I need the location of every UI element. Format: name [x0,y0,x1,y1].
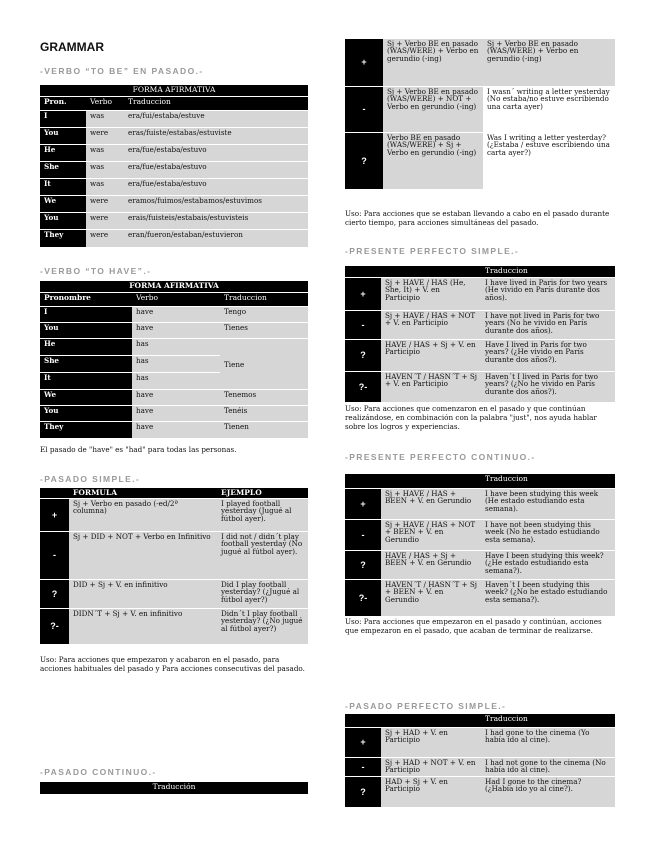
formula: HAVE / HAS + Sj + BEEN + V. en Gerundio [381,551,481,580]
formula: Sj + HAVE / HAS + BEEN + V. en Gerundio [381,489,481,520]
formula: DID + Sj + V. en infinitivo [69,580,217,609]
table-row [345,551,615,580]
table-row [40,162,308,179]
table-row [40,307,308,323]
verb: have [132,307,220,323]
verb-to-be-table [40,84,308,247]
table-row [40,390,308,406]
formula: Sj + Verbo BE en pasado (WAS/WERE) + NOT + Verbo en gerundio (-ing) [383,87,483,133]
section-heading-past-simple: -PASADO SIMPLE.- [40,474,141,484]
pronoun: I [40,111,86,128]
example: Sj + Verbo BE en pasado (WAS/WERE) + Verbo en gerundio (-ing) [483,39,615,87]
formula: Sj + HAD + V. en Participio [381,728,481,758]
table-row [40,196,308,213]
pronoun: You [40,213,86,230]
translation: era/fue/estaba/estuvo [124,162,308,179]
example: Haven´t I been studying this week? (¿No he estado estudiando esta semana?). [481,580,615,616]
section-heading-past-continuous: -PASADO CONTINUO.- [40,767,157,777]
table-row [40,128,308,145]
sign: ? [345,551,381,580]
verb: was [86,111,124,128]
table-banner: FORMA AFIRMATIVA [40,85,308,97]
verb: were [86,213,124,230]
table-row [345,133,615,189]
sign: ? [40,580,69,609]
example: I wasn´ writing a letter yesterday (No estaba/no estuve escribiendo una carta ayer) [483,87,615,133]
table-row [40,532,308,580]
verb: has [132,356,220,373]
table-row [345,372,615,402]
table-row [40,111,308,128]
table-row [345,777,615,807]
table-row [345,340,615,372]
example: I have not lived in Paris for two years (No he vivido en París durante dos años). [481,311,615,340]
sign: + [345,489,381,520]
translation: eran/fueron/estaban/estuvieron [124,230,308,247]
pronoun: She [40,356,132,373]
translation: era/fui/estaba/estuve [124,111,308,128]
present-perfect-continuous-usage-note: Uso: Para acciones que empezaron en el pasado y continúan, acciones que empezaron en el pasado, que acaban de terminar de realizarse. [345,617,602,635]
formula: Sj + Verbo BE en pasado (WAS/WERE) + Verbo en gerundio (-ing) [383,39,483,87]
translation: era/fue/estaba/estuvo [124,179,308,196]
verb-to-have-table [40,280,308,438]
sign: - [345,87,383,133]
past-perfect-table [345,713,615,807]
pronoun: They [40,422,132,438]
example: I played football yesterday (Jugué al fútbol ayer). [217,499,308,532]
sign: - [345,758,381,777]
sign: ? [345,777,381,807]
verb: has [132,373,220,390]
example: I had not gone to the cinema (No había ido al cine). [481,758,615,777]
sign: + [40,499,69,532]
section-heading-verb-to-be: -VERBO “TO BE” EN PASADO.- [40,66,204,76]
sign: + [345,39,383,87]
header-ejemplo: EJEMPLO [217,488,308,499]
section-heading-past-perfect: -PASADO PERFECTO SIMPLE.- [345,701,507,711]
verb: have [132,323,220,339]
example: Did I play football yesterday? (¿Jugué al fútbol ayer?) [217,580,308,609]
formula: HAD + Sj + V. en Participio [381,777,481,807]
verb: were [86,128,124,145]
table-row [345,311,615,340]
header-traduccion: Traducción [40,782,308,794]
table-row [345,39,615,87]
pronoun: You [40,128,86,145]
past-continuous-table [345,38,615,189]
table-row [40,580,308,609]
translation: Tienes [220,323,308,339]
present-perfect-usage-note: Uso: Para acciones que comenzaron en el pasado y que continúan realizándose, en combinación con la palabra "just", nos ayuda hablar sobre los logros y experiencias. [345,404,597,431]
verb: have [132,390,220,406]
formula: HAVE / HAS + Sj + V. en Participio [381,340,481,372]
pronoun: You [40,323,132,339]
example: Have I lived in Paris for two years? (¿He vivido en París durante dos años?). [481,340,615,372]
sign: - [345,311,381,340]
header-formula: FORMULA [69,488,217,499]
example: Have I been studying this week? (¿He estado estudiando esta semana?). [481,551,615,580]
header-blank [40,488,69,499]
translation: Tengo [220,307,308,323]
pronoun: You [40,406,132,422]
sign: + [345,728,381,758]
formula: Sj + Verbo en pasado (-ed/2ª columna) [69,499,217,532]
formula: Sj + HAVE / HAS (He, She, It) + V. en Participio [381,278,481,311]
example: Didn´t I play football yesterday? (¿No jugué al fútbol ayer?) [217,609,308,644]
table-row [345,580,615,616]
translation: Tenéis [220,406,308,422]
verb: was [86,145,124,162]
have-note: El pasado de "have" es "had" para todas las personas. [40,445,237,454]
header-traduccion: Traduccion [481,714,615,728]
pronoun: We [40,196,86,213]
verb: have [132,406,220,422]
translation: erais/fuisteis/estabais/estuvisteis [124,213,308,230]
table-row [40,406,308,422]
pronoun: He [40,145,86,162]
sign: ? [345,340,381,372]
formula: Sj + DID + NOT + Verbo en Infinitivo [69,532,217,580]
past-continuous-header-table [40,781,308,794]
table-row [40,213,308,230]
formula: HAVEN´T / HASN´T + Sj + V. en Participio [381,372,481,402]
formula: Sj + HAVE / HAS + NOT + BEEN + V. en Gerundio [381,520,481,551]
header-verbo: Verbo [132,293,220,307]
sign: ?- [40,609,69,644]
pronoun: He [40,339,132,356]
sign: ? [345,133,383,189]
table-banner: FORMA AFIRMATIVA [40,281,308,293]
translation: Tenemos [220,390,308,406]
section-heading-present-perfect-continuous: -PRESENTE PERFECTO CONTINUO.- [345,452,536,462]
example: I had gone to the cinema (Yo había ido al cine). [481,728,615,758]
section-heading-present-perfect: -PRESENTE PERFECTO SIMPLE.- [345,246,520,256]
sign: + [345,278,381,311]
present-perfect-continuous-table [345,473,615,616]
example: I have been studying this week (He estado estudiando esta semana). [481,489,615,520]
table-row [40,323,308,339]
example: Had I gone to the cinema? (¿Había ido yo al cine?). [481,777,615,807]
header-pron: Pron. [40,97,86,111]
verb: has [132,339,220,356]
table-row [40,499,308,532]
header-pronombre: Pronombre [40,293,132,307]
verb: have [132,422,220,438]
sign: ?- [345,372,381,402]
table-row [345,758,615,777]
translation: Tienen [220,422,308,438]
pronoun: She [40,162,86,179]
page-title: GRAMMAR [40,40,104,54]
verb: were [86,230,124,247]
verb: were [86,196,124,213]
formula: Verbo BE en pasado (WAS/WERE) + Sj + Verbo en gerundio (-ing) [383,133,483,189]
sign: - [345,520,381,551]
translation: eramos/fuimos/estabamos/estuvimos [124,196,308,213]
example: I did not / didn´t play football yesterday (No jugué al fútbol ayer). [217,532,308,580]
verb: was [86,179,124,196]
example: I have not been studying this week (No he estado estudiando esta semana). [481,520,615,551]
section-heading-verb-to-have: -VERBO “TO HAVE”.- [40,266,152,276]
table-row [40,179,308,196]
table-row [345,728,615,758]
past-simple-table [40,487,308,644]
sign: ?- [345,580,381,616]
pronoun: They [40,230,86,247]
example: I have lived in Paris for two years (He vivido en París durante dos años). [481,278,615,311]
table-row [345,278,615,311]
table-row [40,339,308,356]
formula: HAVEN´T / HASN´T + Sj + BEEN + V. en Gerundio [381,580,481,616]
table-row [40,145,308,162]
pronoun: We [40,390,132,406]
present-perfect-table [345,265,615,402]
translation: eras/fuiste/estabas/estuviste [124,128,308,145]
table-row [345,489,615,520]
pronoun: I [40,307,132,323]
example: Was I writing a letter yesterday? (¿Estaba / estuve escribiendo una carta ayer?) [483,133,615,189]
header-traduccion: Traduccion [481,474,615,489]
table-row [40,609,308,644]
table-row [40,422,308,438]
table-row [40,230,308,247]
pronoun: It [40,373,132,390]
formula: DIDN´T + Sj + V. en infinitivo [69,609,217,644]
past-simple-usage-note: Uso: Para acciones que empezaron y acabaron en el pasado, para acciones habituales del pasado y Para acciones consecutivas del pasado. [40,655,305,673]
header-traduccion: Traduccion [124,97,308,111]
translation: era/fue/estaba/estuvo [124,145,308,162]
example: Haven´t I lived in Paris for two years? (¿No he vivido en París durante dos años?). [481,372,615,402]
sign: - [40,532,69,580]
formula: Sj + HAVE / HAS + NOT + V. en Participio [381,311,481,340]
table-row [345,87,615,133]
verb: was [86,162,124,179]
past-continuous-usage-note: Uso: Para acciones que se estaban llevando a cabo en el pasado durante cierto tiempo, para acciones simultáneas del pasado. [345,209,610,227]
formula: Sj + HAD + NOT + V. en Participio [381,758,481,777]
header-traduccion: Traduccion [481,266,615,278]
pronoun: It [40,179,86,196]
header-traduccion: Traduccion [220,293,308,307]
header-verbo: Verbo [86,97,124,111]
table-row [345,520,615,551]
translation: Tiene [220,339,308,390]
